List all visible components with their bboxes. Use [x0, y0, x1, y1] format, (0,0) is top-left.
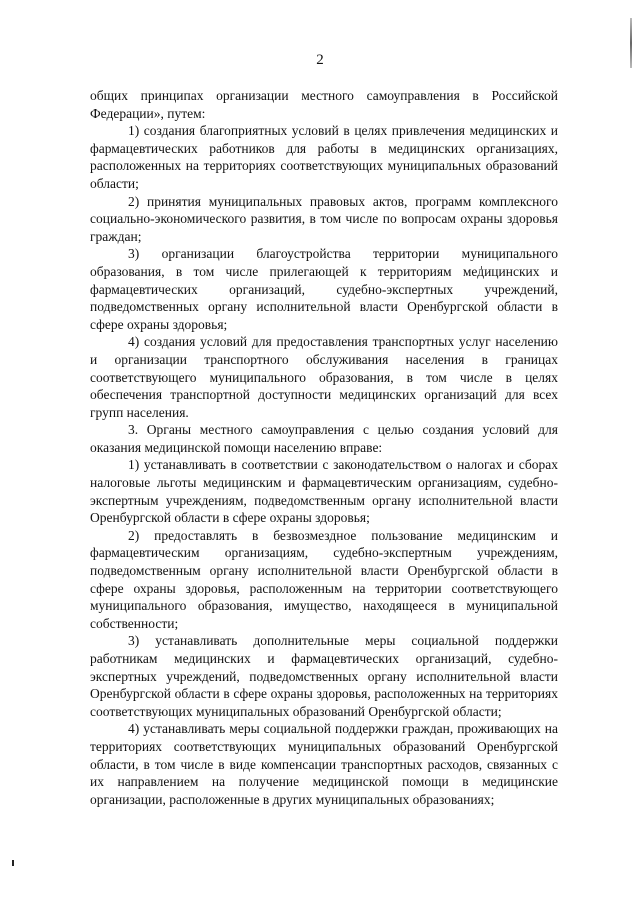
scan-artifact-left	[12, 860, 14, 866]
paragraph-item-1: 1) создания благоприятных условий в целях привлечения медицинских и фармацевтических работников для работы в медицинских организациях, расположенных на территориях соответствующих муниципальных образований области;	[90, 123, 558, 191]
paragraph-section-3-item-1: 1) устанавливать в соответствии с законодательством о налогах и сборах налоговые льготы медицинским и фармацевтическим организациям, судебно-экспертным учреждениям, подведомственным органу исполнительной власти Оренбургской области в сфере охраны здоровья;	[90, 457, 558, 526]
paragraph-item-4: 4) создания условий для предоставления транспортных услуг населению и организации транспортного обслуживания населения в границах соответствующего муниципального образования, в том числе в целях обеспечения транспортной доступности медицинских организаций для всех групп населения.	[90, 334, 558, 420]
paragraph-section-3-item-4: 4) устанавливать меры социальной поддержки граждан, проживающих на территориях соответствующих муниципальных образований Оренбургской области, в том числе в виде компенсации транспортных расходов, связанных с их направлением на получение медицинской помощи в медицинские организации, расположенные в других муниципальных образованиях;	[90, 721, 558, 807]
paragraph-item-3: 3) организации благоустройства территории муниципального образования, в том числе прилегающей к территориям медицинских и фармацевтических организаций, судебно-экспертных учреждений, подведомственных органу исполнительной власти Оренбургской области в сфере охраны здоровья;	[90, 246, 558, 332]
paragraph-intro: общих принципах организации местного самоуправления в Российской Федерации», путем:	[90, 88, 558, 121]
paragraph-section-3-item-2: 2) предоставлять в безвозмездное пользование медицинским и фармацевтическим организациям, судебно-экспертным учреждениям, подведомственным органу исполнительной власти Оренбургской области в сфере охраны здоровья, расположенным на территории соответствующего муниципального образования, имущество, находящееся в муниципальной собственности;	[90, 527, 558, 631]
paragraph-section-3: 3. Органы местного самоуправления с целью создания условий для оказания медицинской помощи населению вправе:	[90, 422, 558, 455]
document-body	[90, 87, 558, 808]
paragraph-item-2: 2) принятия муниципальных правовых актов, программ комплексного социально-экономического развития, в том числе по вопросам охраны здоровья граждан;	[90, 193, 558, 244]
page-number: 2	[316, 52, 324, 68]
paragraph-section-3-item-3: 3) устанавливать дополнительные меры социальной поддержки работникам медицинских и фармацевтических организаций, судебно-экспертных учреждений, подведомственных органу исполнительной власти Оренбургской области в сфере охраны здоровья, расположенных на территориях соответствующих муниципальных образований Оренбургской области;	[90, 633, 558, 719]
